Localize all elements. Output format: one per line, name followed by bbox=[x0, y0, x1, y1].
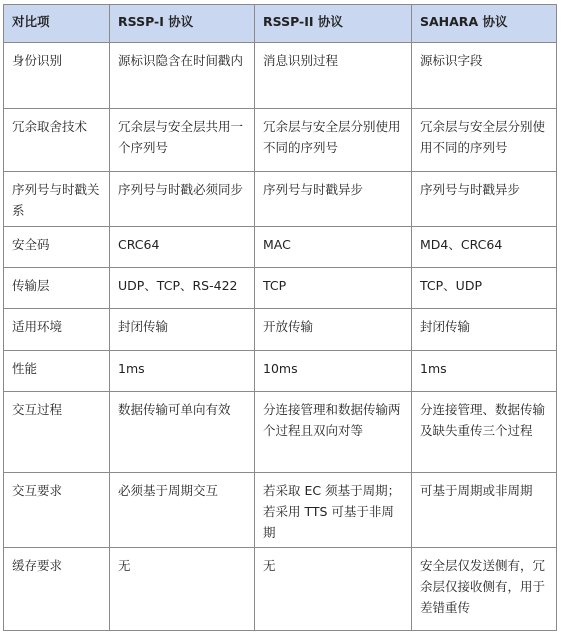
table-cell: CRC64 bbox=[110, 227, 255, 268]
header-cell-rssp1: RSSP-I 协议 bbox=[110, 5, 255, 43]
header-cell-item: 对比项 bbox=[4, 5, 110, 43]
table-row bbox=[4, 473, 557, 548]
table-row bbox=[4, 172, 557, 227]
table-cell: 1ms bbox=[412, 351, 557, 392]
table-cell: 若采取 EC 须基于周期；若采用 TTS 可基于非周期 bbox=[255, 473, 412, 548]
row-label: 性能 bbox=[4, 351, 110, 392]
table-cell: 开放传输 bbox=[255, 309, 412, 351]
row-label: 缓存要求 bbox=[4, 548, 110, 631]
table-cell: 可基于周期或非周期 bbox=[412, 473, 557, 548]
table-cell: 分连接管理和数据传输两个过程且双向对等 bbox=[255, 392, 412, 473]
table-cell: 序列号与时戳异步 bbox=[255, 172, 412, 227]
table-cell: 无 bbox=[255, 548, 412, 631]
table-body bbox=[4, 43, 557, 631]
table-row bbox=[4, 43, 557, 109]
row-label: 身份识别 bbox=[4, 43, 110, 109]
table-cell: MAC bbox=[255, 227, 412, 268]
table-cell: 数据传输可单向有效 bbox=[110, 392, 255, 473]
row-label: 交互过程 bbox=[4, 392, 110, 473]
table-row bbox=[4, 392, 557, 473]
header-cell-rssp2: RSSP-II 协议 bbox=[255, 5, 412, 43]
header-row bbox=[4, 5, 557, 43]
table-cell: 序列号与时戳异步 bbox=[412, 172, 557, 227]
table-cell: 无 bbox=[110, 548, 255, 631]
table-cell: 源标识隐含在时间戳内 bbox=[110, 43, 255, 109]
row-label: 冗余取舍技术 bbox=[4, 109, 110, 172]
row-label: 适用环境 bbox=[4, 309, 110, 351]
table-row bbox=[4, 268, 557, 309]
table-cell: 序列号与时戳必须同步 bbox=[110, 172, 255, 227]
table-row bbox=[4, 309, 557, 351]
table-cell: 封闭传输 bbox=[412, 309, 557, 351]
table-cell: 冗余层与安全层分别使用不同的序列号 bbox=[255, 109, 412, 172]
table-header bbox=[4, 5, 557, 43]
table-cell: 10ms bbox=[255, 351, 412, 392]
row-label: 交互要求 bbox=[4, 473, 110, 548]
protocol-comparison-table bbox=[3, 4, 557, 631]
table-cell: TCP bbox=[255, 268, 412, 309]
table-row bbox=[4, 351, 557, 392]
table-cell: MD4、CRC64 bbox=[412, 227, 557, 268]
table-cell: 分连接管理、数据传输及缺失重传三个过程 bbox=[412, 392, 557, 473]
table-cell: 源标识字段 bbox=[412, 43, 557, 109]
row-label: 序列号与时戳关系 bbox=[4, 172, 110, 227]
table-cell: UDP、TCP、RS-422 bbox=[110, 268, 255, 309]
table-row bbox=[4, 109, 557, 172]
row-label: 安全码 bbox=[4, 227, 110, 268]
table-cell: 冗余层与安全层分别使用不同的序列号 bbox=[412, 109, 557, 172]
table-cell: 封闭传输 bbox=[110, 309, 255, 351]
row-label: 传输层 bbox=[4, 268, 110, 309]
table-row bbox=[4, 227, 557, 268]
header-cell-sahara: SAHARA 协议 bbox=[412, 5, 557, 43]
table-cell: 1ms bbox=[110, 351, 255, 392]
table-cell: 消息识别过程 bbox=[255, 43, 412, 109]
table-cell: TCP、UDP bbox=[412, 268, 557, 309]
table-row bbox=[4, 548, 557, 631]
table-cell: 安全层仅发送侧有，冗余层仅接收侧有，用于差错重传 bbox=[412, 548, 557, 631]
table-cell: 冗余层与安全层共用一个序列号 bbox=[110, 109, 255, 172]
table-cell: 必须基于周期交互 bbox=[110, 473, 255, 548]
